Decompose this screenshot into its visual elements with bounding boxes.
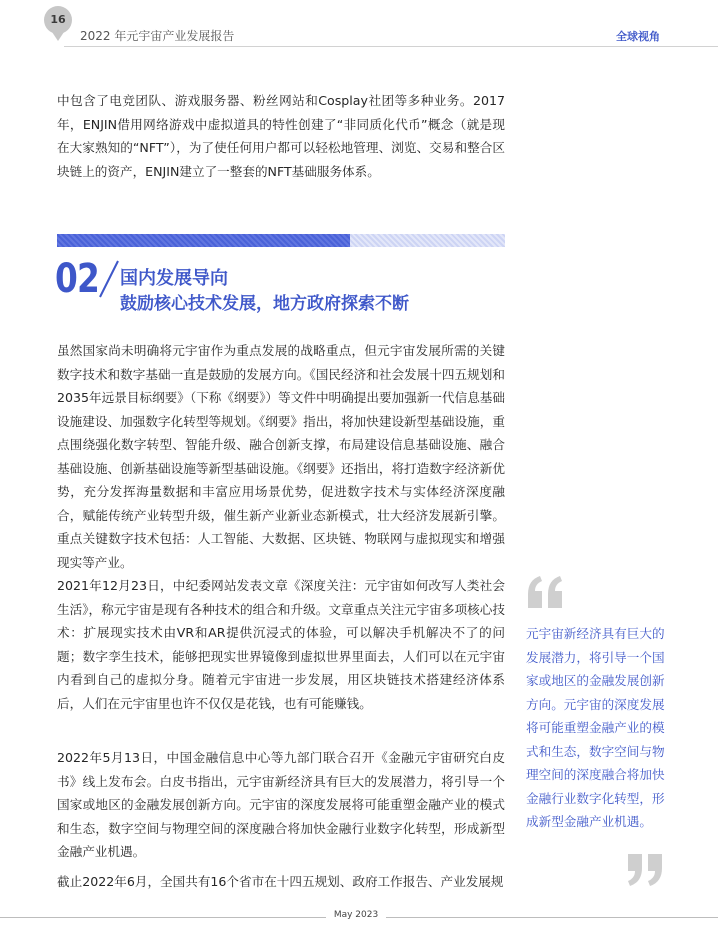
body-paragraph: 虽然国家尚未明确将元宇宙作为重点发展的战略重点，但元宇宙发展所需的关键数字技术和数字基础一直是鼓励的发展方向。《国民经济和社会发展十四五规划和2035年远景目标纲要》（下称《纲要》）等文件中明确提出要加强新一代信息基础设施建设、加强数字化转型等规划。《纲要》指出，将加快建设新型基础设施，重点围绕强化数字转型、智能升级、融合创新支撑，布局建设信息基础设施、融合基础设施、创新基础设施等新型基础设施。《纲要》还指出，将打造数字经济新优势，充分发挥海量数据和丰富应用场景优势，促进数字技术与实体经济深度融合，赋能传统产业转型升级，催生新产业新业态新模式，壮大经济发展新引擎。重点关键数字技术包括：人工智能、大数据、区块链、物联网与虚拟现实和增强现实等产业。: [57, 343, 505, 570]
body-paragraph: 截止2022年6月，全国共有16个省市在十四五规划、政府工作报告、产业发展规: [57, 874, 504, 889]
section-number: 02: [55, 256, 100, 302]
intro-paragraph: 中包含了电竞团队、游戏服务器、粉丝网站和Cosplay社团等多种业务。2017年，ENJIN借用网络游戏中虚拟道具的特性创建了“非同质化代币”概念（就是现在大家熟知的“NFT”），为了使任何用户都可以轻松地管理、浏览、交易和整合区块链上的资产，ENJIN建立了一整套的NFT基础服务体系。: [57, 93, 505, 179]
close-quote-icon: [622, 850, 666, 890]
section-banner-fade: [350, 234, 505, 247]
pull-quote: 元宇宙新经济具有巨大的发展潜力，将引导一个国家或地区的金融发展创新方向。元宇宙的深度发展将可能重塑金融产业的模式和生态，数字空间与物理空间的深度融合将加快金融行业数字化转型，形成新型金融产业机遇。: [526, 626, 665, 829]
footer-rule-left: [0, 917, 326, 918]
section-slash-divider: [96, 259, 122, 299]
footer-date: May 2023: [333, 910, 379, 920]
page-number-badge: 16: [44, 6, 72, 34]
header-rule: [64, 46, 718, 47]
body-paragraph: 2022年5月13日，中国金融信息中心等九部门联合召开《金融元宇宙研究白皮书》线上发布会。白皮书指出，元宇宙新经济具有巨大的发展潜力，将引导一个国家或地区的金融发展创新方向。元宇宙的深度发展将可能重塑金融产业的模式和生态，数字空间与物理空间的深度融合将加快金融行业数字化转型，形成新型金融产业机遇。: [57, 750, 505, 859]
body-paragraph: 2021年12月23日，中纪委网站发表文章《深度关注：元宇宙如何改写人类社会生活》，称元宇宙是现有各种技术的组合和升级。文章重点关注元宇宙多项核心技术：扩展现实技术由VR和AR提供沉浸式的体验，可以解决手机解决不了的问题；数字孪生技术，能够把现实世界镜像到虚拟世界里面去，人们可以在元宇宙内看到自己的虚拟分身。随着元宇宙进一步发展，用区块链技术搭建经济体系后，人们在元宇宙里也许不仅仅是花钱，也有可能赚钱。: [57, 578, 505, 711]
report-title: 2022 年元宇宙产业发展报告: [80, 29, 235, 43]
open-quote-icon: [524, 572, 568, 612]
page-badge-pointer: [52, 32, 64, 41]
footer-rule-right: [386, 917, 718, 918]
section-subtitle: 鼓励核心技术发展，地方政府探索不断: [120, 294, 409, 314]
section-title: 国内发展导向: [120, 268, 228, 289]
section-label: 全球视角: [616, 30, 660, 43]
